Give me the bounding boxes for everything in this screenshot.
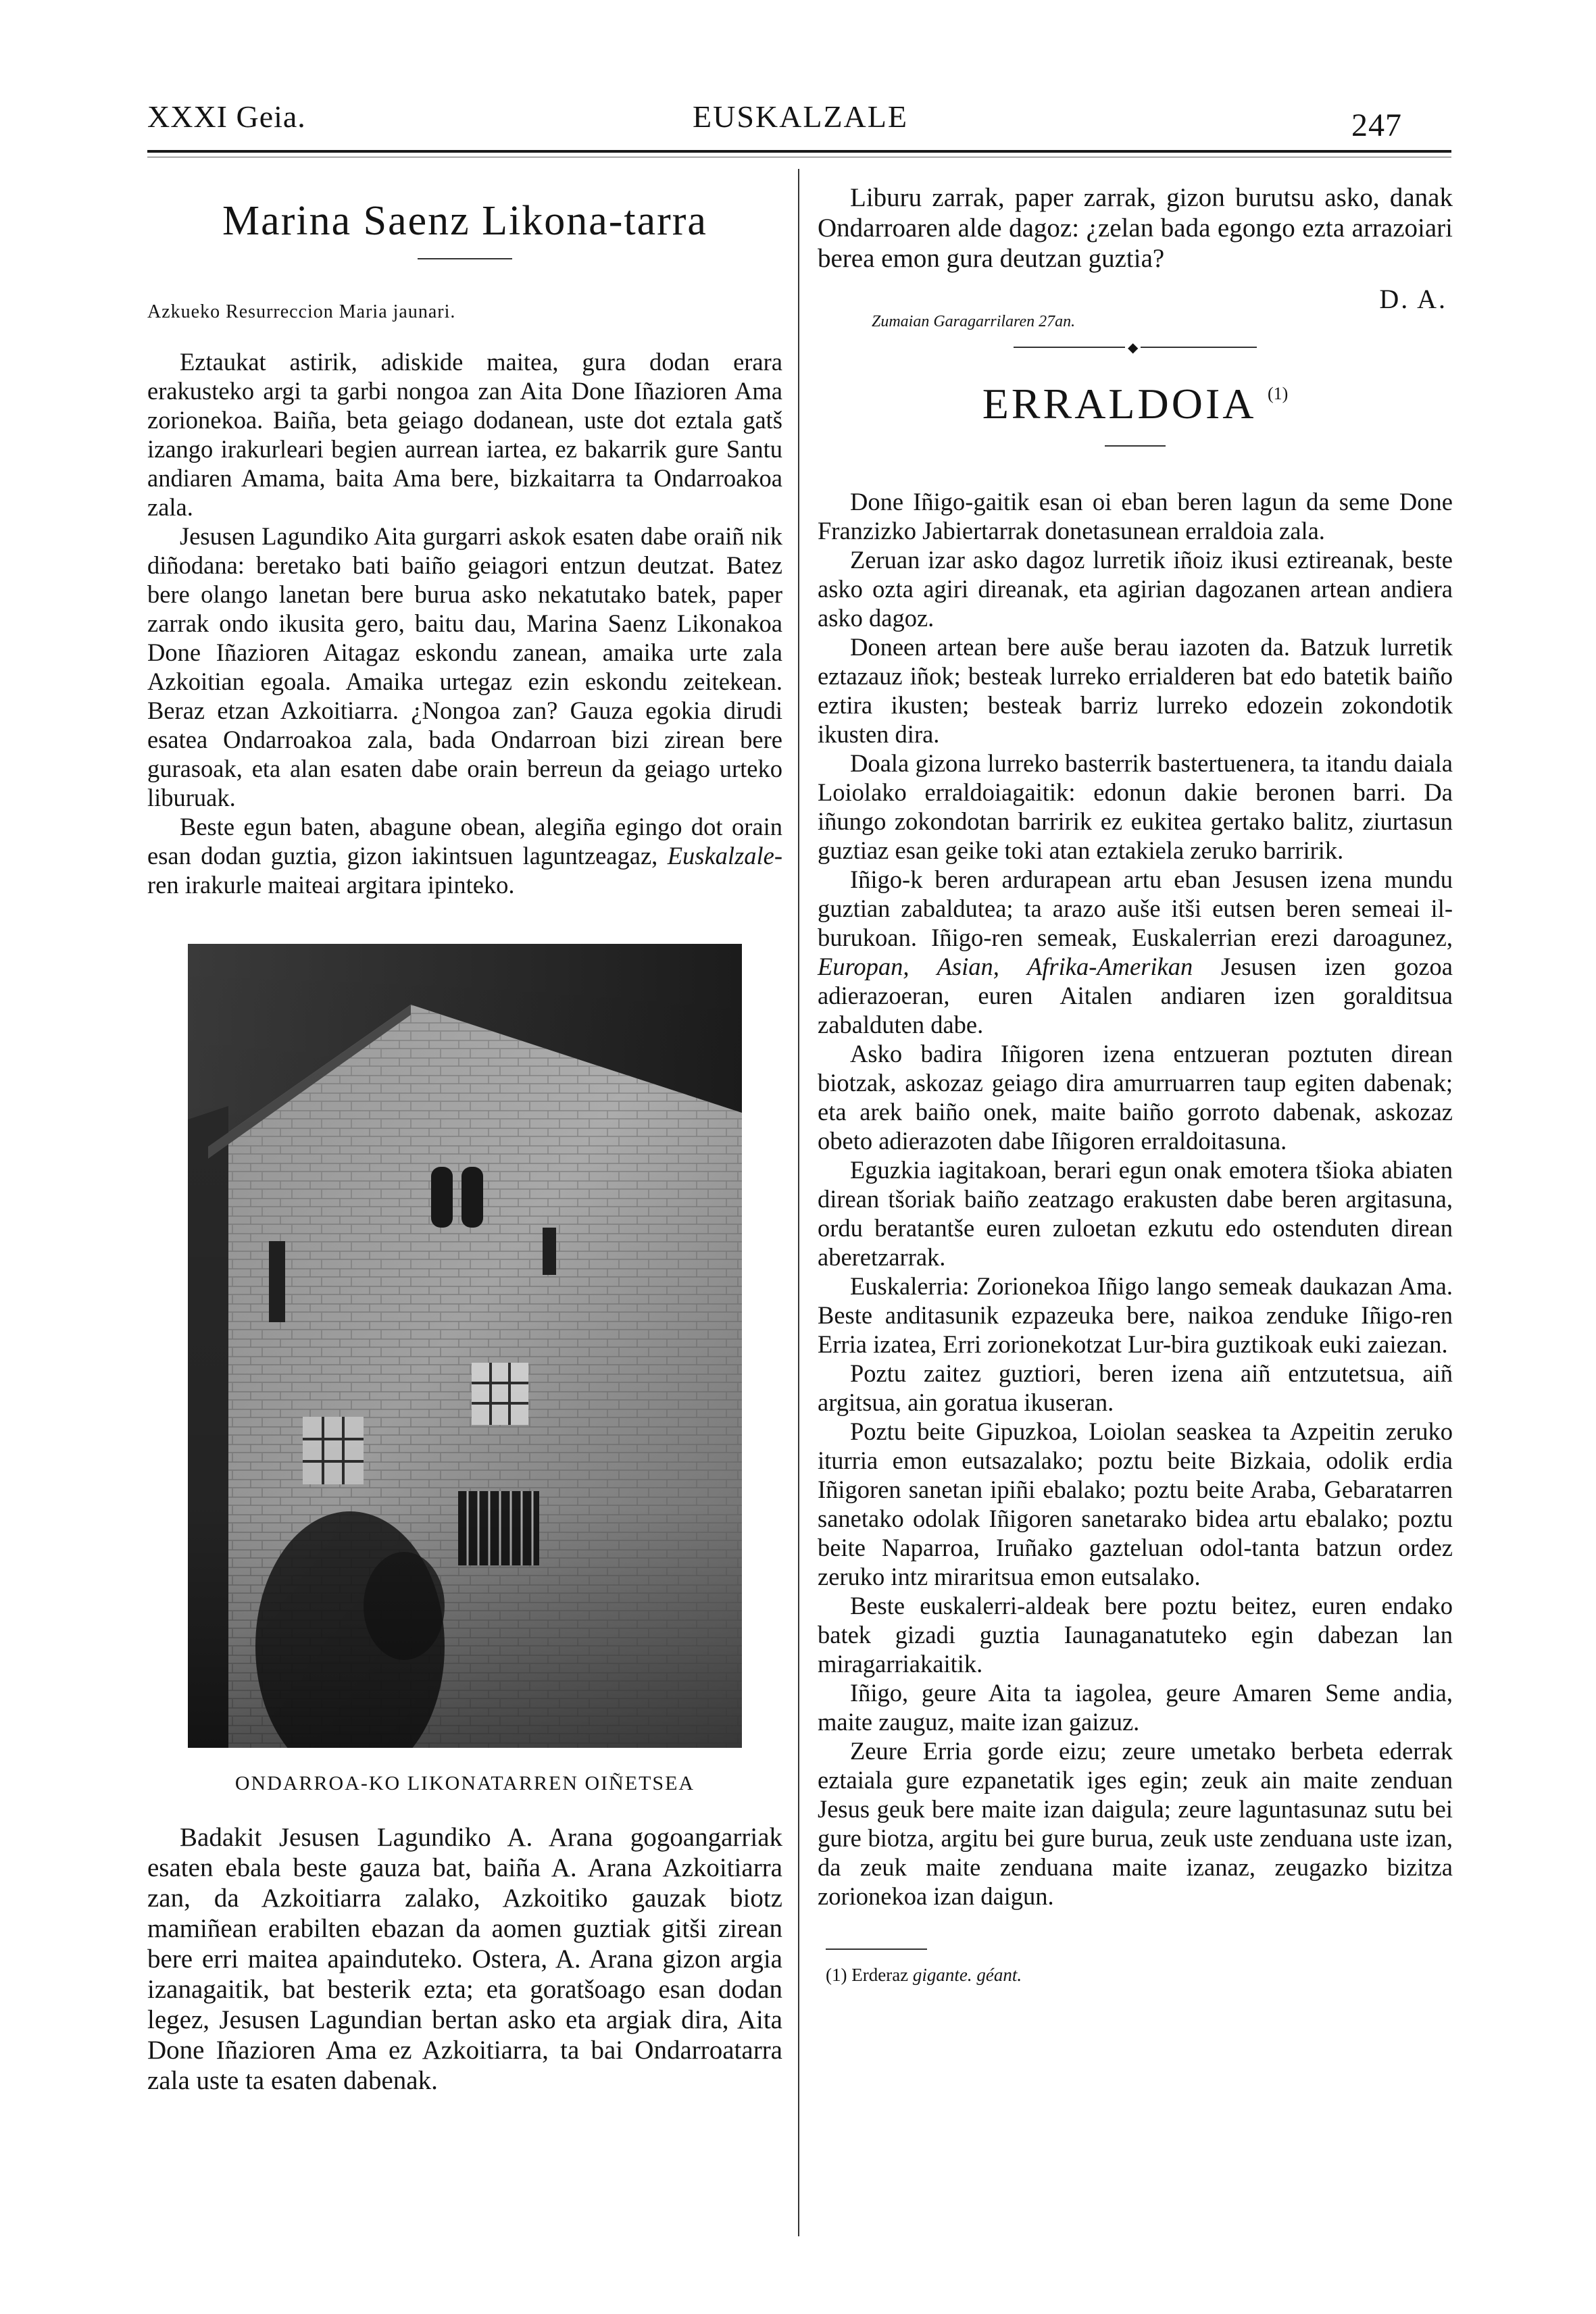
paragraph: Iñigo-k beren ardurapean artu eban Jesusen izena mundu guztian zabaldutea; ta arazo auše itši eutsen beren semeai il-burukoan. Iñigo-ren semeak, Euskalerrian erezi daroagunez, Europan, Asian, Afrika-Amerikan Jesusen izen gozoa adierazoeran, euren Aitalen andiaren izen goralditsua zabalduten dabe. xyxy=(818,865,1453,1039)
publication-name-italic: Euskalzale xyxy=(667,842,774,870)
diamond-ornament-icon: ◆ xyxy=(1125,339,1141,356)
column-divider xyxy=(798,169,799,2236)
paragraph: Done Iñigo-gaitik esan oi eban beren lagun da seme Done Franzizko Jabiertarrak donetasunean erraldoia zala. xyxy=(818,488,1453,545)
title-rule xyxy=(418,258,512,259)
running-header-volume: XXXI Geia. xyxy=(147,99,306,134)
left-column xyxy=(147,196,782,2096)
author-initials: D. A. xyxy=(1379,284,1447,314)
header-rule xyxy=(147,150,1451,153)
paragraph: Zeruan izar asko dagoz lurretik iñoiz ikusi eztireanak, beste asko ozta agiri direanak, eta agirian dagozanen artean andiera asko dagoz. xyxy=(818,546,1453,632)
paragraph: Eztaukat astirik, adiskide maitea, gura dodan erara erakusteko argi ta garbi nongoa zan Aita Done Iñazioren Ama zorionekoa. Baiña, beta geiago dodanean, uste dot eztala gatš izango irakurleari begien aurrean iartea, ez bakarrik gure Santu andiaren Amama, baita Ama bere, bizkaitarra ta Ondarroakoa zala. xyxy=(147,348,782,522)
continents-italic: Europan, Asian, Afrika-Amerikan xyxy=(818,953,1193,981)
footnote: (1) Erderaz gigante. géant. xyxy=(826,1965,1022,1986)
house-photograph xyxy=(188,944,742,1748)
dedication-line: Azkueko Resurreccion Maria jaunari. xyxy=(147,301,456,323)
paragraph: Eguzkia iagitakoan, berari egun onak emotera tšioka abiaten direan tšoriak baiño zeatzago erakusten dabe beren argitasuna, ordu beratantše euren zuloetan ezkutu edo ostenduten direan aberetzarrak. xyxy=(818,1156,1453,1272)
paragraph: Zeure Erria gorde eizu; zeure umetako berbeta ederrak eztaiala gure ezpanetatik iges egin; zeuk ain maite zenduan Jesus geuk bere maite izan daigula; zeure laguntasunaz sutu bei gure biotza, argitu bei gure burua, zeuk uste zenduana uste izan, da zeuk maite zenduana maite izanaz, zeugazko bizitza zorionekoa izan daigun. xyxy=(818,1737,1453,1911)
paragraph: Doala gizona lurreko basterrik bastertuenera, ta itandu daiala Loiolako erraldoiagaitik: edonun dakie beronen barri. Da iñungo zokondotan barririk ez eukitea gertako balitz, ziurtasun guztiaz esan geike toki atan eztakiela zeruko barririk. xyxy=(818,749,1453,865)
paragraph: Poztu zaitez guztiori, beren izena aiñ entzutetsua, aiñ argitsua, ain goratua ikuseran. xyxy=(818,1359,1453,1417)
paragraph: Euskalerria: Zorionekoa Iñigo lango semeak daukazan Ama. Beste anditasunik ezpazeuka bere, naikoa zenduke Iñigo-ren Erria izatea, Erri zorionekotzat Lur-bira guztikoak euki zaiezan. xyxy=(818,1272,1453,1359)
section-title-rule xyxy=(1105,445,1166,447)
footnote-rule xyxy=(826,1948,927,1950)
running-header-publication: EUSKALZALE xyxy=(693,99,908,134)
right-column xyxy=(818,182,1453,1986)
section-title: ERRALDOIA $^{(1)}$ xyxy=(982,380,1289,428)
page-number: 247 xyxy=(1351,107,1402,143)
paragraph: Beste egun baten, abagune obean, alegiña egingo dot orain esan dodan guztia, gizon iakintsuen laguntzeagaz, Euskalzale-ren irakurle maiteai argitara ipinteko. xyxy=(147,813,782,899)
sign-off xyxy=(818,283,1453,337)
paragraph: Poztu beite Gipuzkoa, Loiolan seaskea ta Azpeitin zeruko iturria emon eutsazalako; poztu beite Bizkaia, odolik erdia Iñigoren sanetan ipiñi ebalako; poztu beite Araba, Gebaratarren sanetako odolak Iñigoren sanetarako bidea artu ebalako; poztu beite Naparroa, Iruñako gazteluan odol-tanta batzun ordez zeruko intz miraritsua emon eutsalako. xyxy=(818,1417,1453,1591)
footnote-marker: (1) xyxy=(1267,384,1289,403)
article-title: Marina Saenz Likona-tarra xyxy=(222,198,707,244)
paragraph: Iñigo, geure Aita ta iagolea, geure Amaren Seme andia, maite zauguz, maite izan gaizuz. xyxy=(818,1679,1453,1736)
paragraph: Liburu zarrak, paper zarrak, gizon burutsu asko, danak Ondarroaren alde dagoz: ¿zelan bada egongo ezta arrazoiari berea emon gura deutzan guztia? xyxy=(818,183,1453,273)
photo-illustration xyxy=(188,944,742,1748)
section-divider-ornament xyxy=(1014,341,1257,355)
figure-caption: ONDARROA-KO LIKONATARREN OIÑETSEA xyxy=(234,1772,695,1795)
place-date-line: Zumaian Garagarrilaren 27an. xyxy=(872,313,1076,330)
paragraph: Badakit Jesusen Lagundiko A. Arana gogoangarriak esaten ebala beste gauza bat, baiña A. Arana Azkoitiarra zan, da Azkoitiarra zalako, Azkoitiko gauzak biotz mamiñean erabilten ebazan da aomen guztiak gitši zirean bere erri maitea apainduteko. Ostera, A. Arana gizon argia izanagaitik, bat besterik ezta; eta goratšoago esan dodan legez, Jesusen Lagundian bertan asko eta argiak dira, Aita Done Iñazioren Ama ez Azkoitiarra, ta bai Ondarroatarra zala uste ta esaten dabenak. xyxy=(147,1823,782,2096)
paragraph: Doneen artean bere auše berau iazoten da. Batzuk lurretik eztazauz iñok; besteak lurreko errialderen bat edo batetik baiño eztira ikusten; besteak barriz lurreko edozein zokondotik ikusten dira. xyxy=(818,633,1453,749)
paragraph: Asko badira Iñigoren izena entzueran poztuten direan biotzak, askozaz geiago dira amurruarren taup egiten dabenak; eta arek baiño onek, maite baiño gorroto dabenak, askozaz obeto adierazoten dabe Iñigoren erraldoitasuna. xyxy=(818,1040,1453,1155)
paragraph: Jesusen Lagundiko Aita gurgarri askok esaten dabe oraiñ nik diñodana: beretako bati baiño geiagori entzun deutzat. Batez bere olango lanetan bere burua asko nekatutako batek, paper zarrak ondo ikusita gero, baitu dau, Marina Saenz Likonakoa Done Iñazioren Aitagaz eskondu zanean, amaika urte zala Azkoitian egoala. Amaika urtegaz ezin eskondu zeitekean. Beraz etzan Azkoitiarra. ¿Nongoa zan? Gauza egokia dirudi esatea Ondarroakoa zala, bada Ondarroan bizi zirean bere gurasoak, eta alan esaten dabe orain berreun da geiago urteko liburuak. xyxy=(147,522,782,812)
paragraph: Beste euskalerri-aldeak bere poztu beitez, euren endako batek gizadi guztia Iaunaganatuteko egin dabezan lan miragarriakaitik. xyxy=(818,1592,1453,1678)
